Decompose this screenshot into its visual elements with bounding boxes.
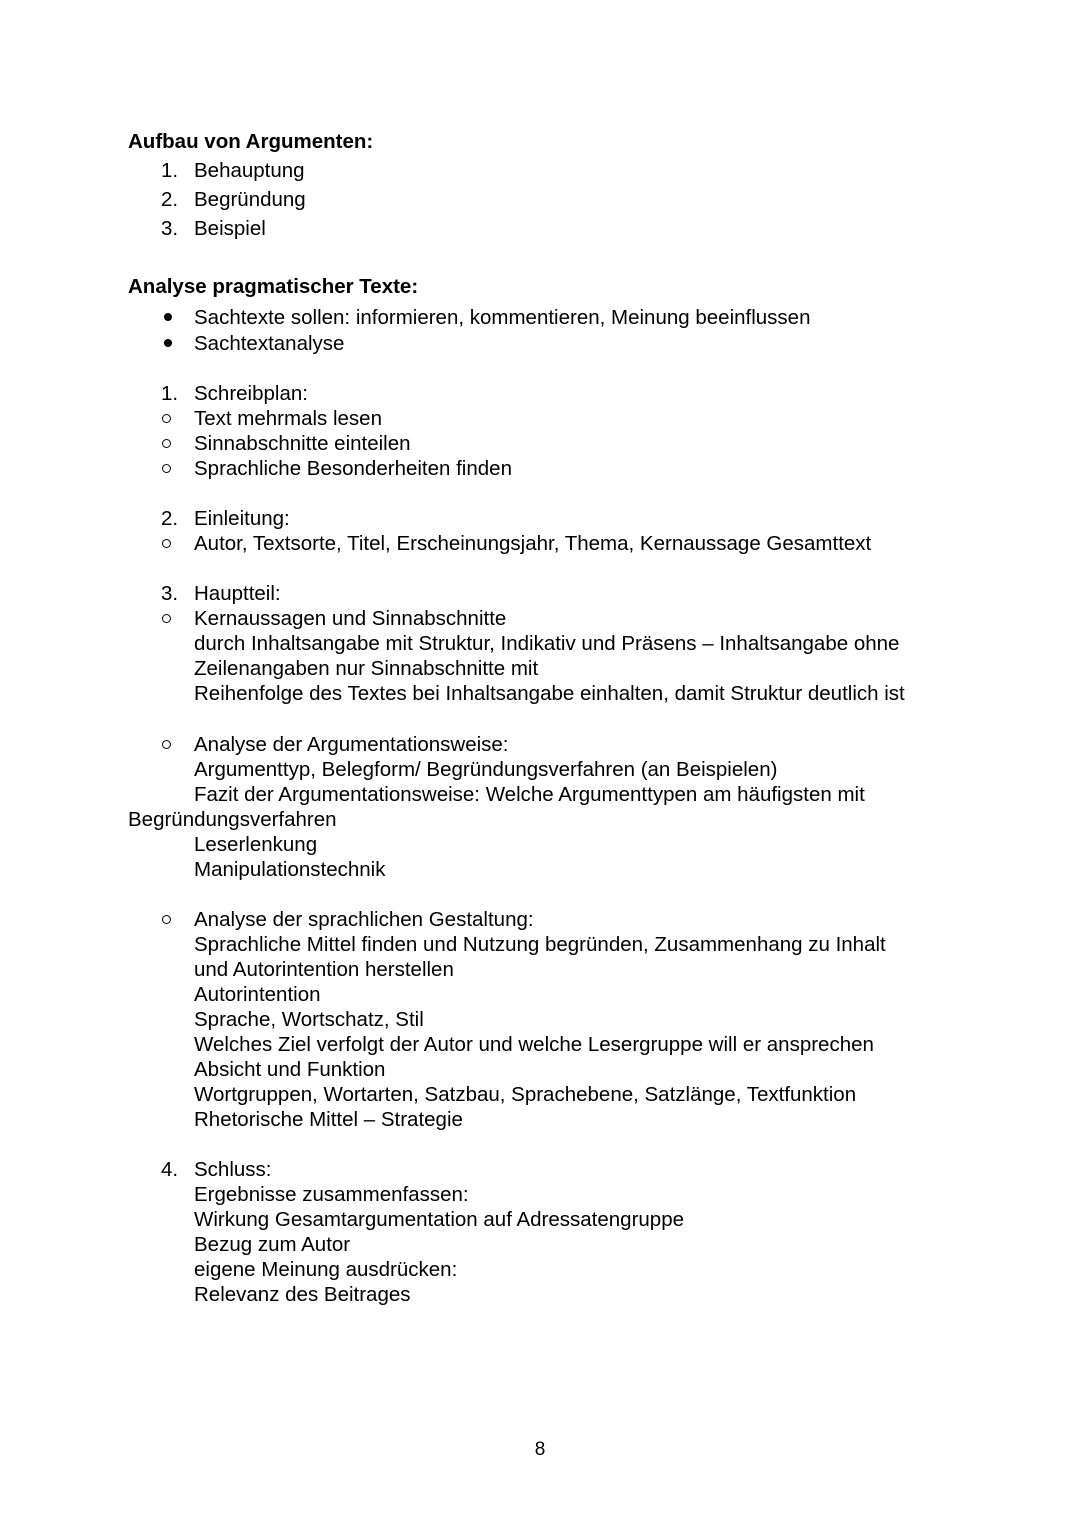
heading-analyse: Analyse pragmatischer Texte: <box>128 275 419 298</box>
circle-bullet-icon <box>162 414 171 423</box>
step-title: Schluss: <box>194 1158 272 1181</box>
sub-item-line: Bezug zum Autor <box>194 1233 351 1256</box>
sub-item-line: Sprachliche Mittel finden und Nutzung begründen, Zusammenhang zu Inhalt <box>194 933 886 956</box>
sub-item-title: Analyse der Argumentationsweise: <box>194 733 509 756</box>
circle-bullet-icon <box>162 614 171 623</box>
step-number: 4. <box>161 1158 179 1181</box>
sub-item: Sprachliche Besonderheiten finden <box>194 457 512 480</box>
sub-item-line: Ergebnisse zusammenfassen: <box>194 1183 469 1206</box>
circle-bullet-icon <box>162 439 171 448</box>
sub-item: Sinnabschnitte einteilen <box>194 432 411 455</box>
sub-item-line: Relevanz des Beitrages <box>194 1283 411 1306</box>
sub-item-line: Zeilenangaben nur Sinnabschnitte mit <box>194 657 539 680</box>
bullet-item: Sachtextanalyse <box>194 332 345 355</box>
sub-item-line: Sprache, Wortschatz, Stil <box>194 1008 424 1031</box>
bullet-item: Sachtexte sollen: informieren, kommentieren, Meinung beeinflussen <box>194 306 811 329</box>
sub-item-line: Manipulationstechnik <box>194 858 386 881</box>
list-number: 1. <box>161 159 179 182</box>
step-title: Hauptteil: <box>194 582 281 605</box>
list-item: Beispiel <box>194 217 266 240</box>
sub-item-line: Argumenttyp, Belegform/ Begründungsverfahren (an Beispielen) <box>194 758 778 781</box>
sub-item-title: Kernaussagen und Sinnabschnitte <box>194 607 507 630</box>
sub-item: Text mehrmals lesen <box>194 407 382 430</box>
sub-item-line: eigene Meinung ausdrücken: <box>194 1258 458 1281</box>
circle-bullet-icon <box>162 464 171 473</box>
bullet-icon <box>164 313 172 321</box>
list-number: 3. <box>161 217 179 240</box>
step-number: 3. <box>161 582 179 605</box>
page-number: 8 <box>534 1439 546 1460</box>
step-title: Einleitung: <box>194 507 290 530</box>
bullet-icon <box>164 339 172 347</box>
sub-item-title: Analyse der sprachlichen Gestaltung: <box>194 908 534 931</box>
sub-item-line: Absicht und Funktion <box>194 1058 386 1081</box>
step-number: 2. <box>161 507 179 530</box>
list-number: 2. <box>161 188 179 211</box>
sub-item-line: Welches Ziel verfolgt der Autor und welche Lesergruppe will er ansprechen <box>194 1033 874 1056</box>
sub-item-line: und Autorintention herstellen <box>194 958 454 981</box>
step-number: 1. <box>161 382 179 405</box>
sub-item-line: Rhetorische Mittel – Strategie <box>194 1108 463 1131</box>
list-item: Begründung <box>194 188 306 211</box>
circle-bullet-icon <box>162 539 171 548</box>
heading-aufbau: Aufbau von Argumenten: <box>128 130 374 153</box>
step-title: Schreibplan: <box>194 382 308 405</box>
sub-item-line: Reihenfolge des Textes bei Inhaltsangabe einhalten, damit Struktur deutlich ist <box>194 682 905 705</box>
sub-item-line: durch Inhaltsangabe mit Struktur, Indikativ und Präsens – Inhaltsangabe ohne <box>194 632 900 655</box>
list-item: Behauptung <box>194 159 305 182</box>
sub-item-line: Autorintention <box>194 983 321 1006</box>
sub-item-line: Wirkung Gesamtargumentation auf Adressatengruppe <box>194 1208 684 1231</box>
sub-item-line: Leserlenkung <box>194 833 318 856</box>
sub-item-line: Begründungsverfahren <box>128 808 337 831</box>
circle-bullet-icon <box>162 740 171 749</box>
sub-item-line: Fazit der Argumentationsweise: Welche Argumenttypen am häufigsten mit <box>194 783 865 806</box>
circle-bullet-icon <box>162 915 171 924</box>
sub-item: Autor, Textsorte, Titel, Erscheinungsjahr, Thema, Kernaussage Gesamttext <box>194 532 872 555</box>
sub-item-line: Wortgruppen, Wortarten, Satzbau, Sprachebene, Satzlänge, Textfunktion <box>194 1083 857 1106</box>
